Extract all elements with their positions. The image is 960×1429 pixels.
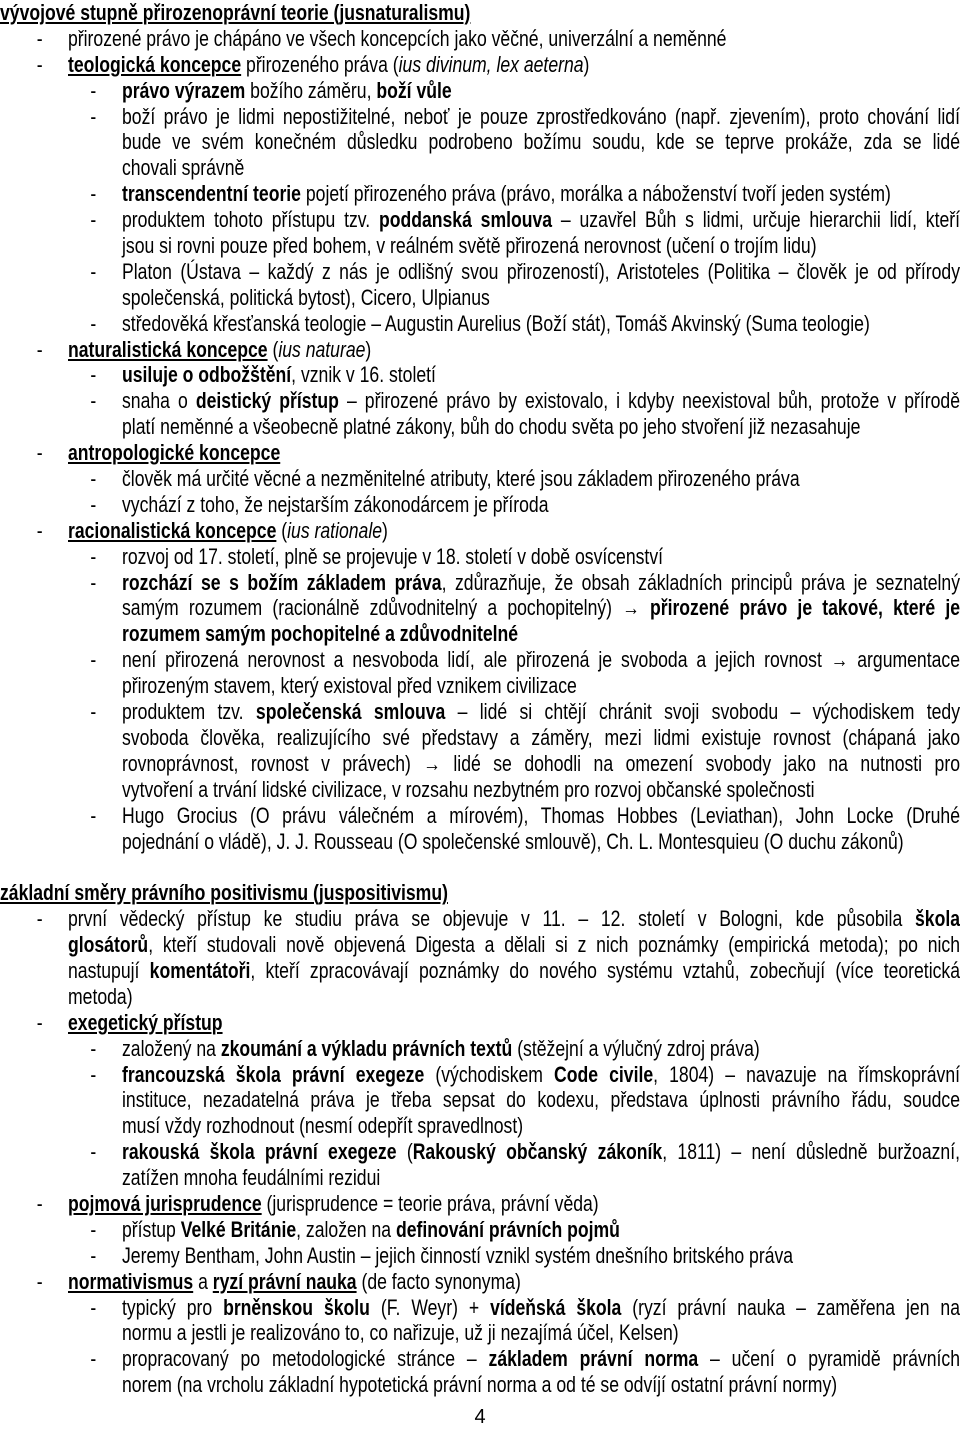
list-item: [0, 52, 960, 78]
key-term: brněnskou školu: [223, 1294, 370, 1320]
bullet-marker: -: [90, 388, 97, 414]
text-run: přístup: [122, 1216, 181, 1242]
bullet-marker: -: [90, 1242, 97, 1268]
bullet-marker: -: [36, 51, 43, 77]
key-term: boží vůle: [376, 77, 452, 103]
text-line: [122, 181, 960, 207]
sub-list-item: [0, 207, 960, 259]
key-term: Velké Británie: [180, 1216, 297, 1242]
bullet-marker: -: [90, 207, 97, 233]
text-run: (: [396, 1139, 413, 1165]
text-run: bude ve svém konečném důsledku podrobeno božímu soudu, kde se teprve prokáže, zda se lidé: [122, 129, 960, 155]
bullet-marker: -: [90, 1346, 97, 1372]
concept-term: teologická koncepce: [68, 51, 242, 77]
text-run: přirozeným stavem, který existoval před vznikem civilizace: [122, 673, 577, 699]
text-run: snaha o: [122, 388, 196, 414]
sub-list-item: [0, 1217, 960, 1243]
text-run: založený na: [122, 1035, 221, 1061]
sub-list-item: [0, 570, 960, 648]
text-run: normu a jestli je realizováno to, co nařizuje, už ji nezajímá účel, Kelsen): [122, 1320, 679, 1346]
key-term: základem právní norma: [488, 1346, 699, 1372]
text-run: chovali správně: [122, 155, 245, 181]
text-run: , založen na: [296, 1216, 396, 1242]
text-run: ): [365, 336, 372, 362]
bullet-marker: -: [90, 1216, 97, 1242]
text-run: středověká křesťanská teologie – Augustin Aurelius (Boží stát), Tomáš Akvinský (Suma teologie): [122, 310, 870, 336]
text-run: norem (na vrcholu základní hypotetická právní norma a od té se odvíjí ostatní právní normy): [122, 1372, 838, 1398]
text-line: [68, 906, 960, 932]
concept-term: normativismus: [68, 1268, 194, 1294]
sub-list-item: [0, 1062, 960, 1140]
text-line: [122, 414, 960, 440]
text-run: svoboda člověka, realizujícího své představy a záměry, mezi lidmi existuje rovnost (chápaná jako: [122, 724, 960, 750]
text-run: jsou si rovni pouze před bohem, v reálném světě přirozená nerovnost (učení o trojím lidu): [122, 233, 817, 259]
latin-term: ius divinum, lex aeterna: [398, 51, 584, 77]
text-line: [122, 829, 960, 855]
text-run: produktem tzv.: [122, 699, 256, 725]
text-line: [122, 1139, 960, 1165]
text-line: [122, 1295, 960, 1321]
text-line: [122, 621, 960, 647]
text-run: zatížen mnoha feudálními rezidui: [122, 1165, 381, 1191]
bullet-marker: -: [36, 1009, 43, 1035]
bullet-marker: -: [90, 77, 97, 103]
text-line: [122, 647, 960, 673]
text-line: [122, 595, 960, 621]
text-run: , 1811) – není důsledně buržoazní,: [662, 1139, 960, 1165]
text-run: přirozeného práva (: [241, 51, 399, 77]
key-term: deistický přístup: [195, 388, 339, 414]
bullet-marker: -: [36, 517, 43, 543]
text-run: vychází z toho, že nejstarším zákonodárcem je příroda: [122, 491, 549, 517]
document-section: [0, 880, 960, 1398]
sub-list-item: [0, 259, 960, 311]
text-run: není přirozená nerovnost a nesvoboda lidí, ale přirozená je svoboda a jejich rovnost → argumentace: [122, 647, 960, 673]
text-line: [122, 388, 960, 414]
concept-term: naturalistická koncepce: [68, 336, 268, 362]
concept-term: racionalistická koncepce: [68, 517, 277, 543]
text-line: [122, 1217, 960, 1243]
concept-term: pojmová jurisprudence: [68, 1190, 262, 1216]
key-term: rozumem samým pochopitelné a zdůvodnitelné: [122, 621, 519, 647]
list-item: [0, 906, 960, 1010]
bullet-marker: -: [90, 699, 97, 725]
text-run: pojetí přirozeného práva (právo, morálka a náboženství tvoří jeden systém): [300, 181, 891, 207]
list-item: [0, 1010, 960, 1036]
bullet-marker: -: [36, 440, 43, 466]
text-line: [122, 207, 960, 233]
bullet-marker: -: [90, 1035, 97, 1061]
list-item: [0, 1191, 960, 1217]
list-item: [0, 518, 960, 544]
text-run: vytvoření a trvání lidské civilizace, v rozsahu nezbytném pro rozvoj občanské společnosti: [122, 776, 815, 802]
sub-list-item: [0, 1036, 960, 1062]
text-line: [68, 984, 960, 1010]
text-run: a: [193, 1268, 213, 1294]
key-term: transcendentní teorie: [122, 181, 301, 207]
text-line: [122, 233, 960, 259]
list-item: [0, 440, 960, 466]
text-line: [122, 1165, 960, 1191]
sub-list-item: [0, 181, 960, 207]
key-term: škola: [914, 906, 960, 932]
bullet-marker: -: [36, 1268, 43, 1294]
text-run: (východiskem: [424, 1061, 555, 1087]
text-run: metoda): [68, 983, 133, 1009]
text-line: [122, 311, 960, 337]
text-run: člověk má určité věcné a nezměnitelné atributy, které jsou základem přirozeného práva: [122, 466, 800, 492]
text-run: nastupují: [68, 957, 150, 983]
text-line: [68, 1191, 960, 1217]
text-line: [122, 570, 960, 596]
text-run: Jeremy Bentham, John Austin – jejich činností vznikl systém dnešního britského práva: [122, 1242, 794, 1268]
sub-list-item: [0, 544, 960, 570]
sub-list-item: [0, 388, 960, 440]
text-line: [122, 362, 960, 388]
latin-term: ius rationale: [287, 517, 383, 543]
text-run: musí vždy rozhodnout (nesmí odepřít spravedlnost): [122, 1113, 524, 1139]
sub-list-item: [0, 1243, 960, 1269]
bullet-marker: -: [90, 362, 97, 388]
sub-list-item: [0, 362, 960, 388]
text-run: – lidé si chtějí chránit svoji svobodu – východiskem tedy: [445, 699, 960, 725]
text-line: [122, 751, 960, 777]
text-line: [122, 129, 960, 155]
bullet-marker: -: [90, 103, 97, 129]
bullet-marker: -: [90, 1139, 97, 1165]
bullet-marker: -: [90, 258, 97, 284]
sub-list-item: [0, 1295, 960, 1347]
text-line: [122, 725, 960, 751]
key-term: právo výrazem: [122, 77, 246, 103]
bullet-marker: -: [90, 491, 97, 517]
section-heading: [0, 880, 960, 906]
text-run: (F. Weyr) +: [369, 1294, 491, 1320]
text-line: [122, 1113, 960, 1139]
text-line: [122, 155, 960, 181]
text-line: [122, 492, 960, 518]
latin-term: ius naturae: [278, 336, 366, 362]
key-term: společenská smlouva: [255, 699, 446, 725]
text-run: pojednání o vládě), J. J. Rousseau (O společenské smlouvě), Ch. L. Montesquieu (O duchu zákonů): [122, 828, 904, 854]
text-run: (stěžejní a výlučný zdroj práva): [512, 1035, 760, 1061]
text-run: božího záměru,: [245, 77, 377, 103]
text-run: – přirozené právo by existovalo, i kdyby neexistoval bůh, protože v přírodě: [338, 388, 960, 414]
sub-list-item: [0, 699, 960, 803]
text-run: , vznik v 16. století: [291, 362, 436, 388]
text-line: [122, 1346, 960, 1372]
text-line: [122, 673, 960, 699]
text-run: platí neměnné a všeobecně platné zákony, bůh do chodu světa po jeho stvoření již nezasahuje: [122, 414, 861, 440]
text-run: samým rozumem (racionálně zdůvodnitelný a pochopitelný) →: [122, 595, 650, 621]
text-run: společenská, politická bytost), Cicero, Ulpianus: [122, 284, 490, 310]
sub-list-item: [0, 78, 960, 104]
text-run: (: [267, 336, 279, 362]
sub-list-item: [0, 492, 960, 518]
text-run: (ryzí právní nauka – zaměřena jen na: [621, 1294, 960, 1320]
sub-list-item: [0, 311, 960, 337]
text-run: (: [276, 517, 288, 543]
text-run: instituce, nezadatelná práva je třeba sepsat do kodexu, představa úplnosti právního řádu, soudce: [122, 1087, 960, 1113]
key-term: komentátoři: [149, 957, 251, 983]
text-line: [122, 1320, 960, 1346]
text-run: (de facto synonyma): [356, 1268, 521, 1294]
text-run: – učení o pyramidě právních: [698, 1346, 960, 1372]
sub-list-item: [0, 104, 960, 182]
concept-term: základní směry právního positivismu (juspositivismu): [0, 880, 448, 906]
key-term: definování právních pojmů: [395, 1216, 620, 1242]
text-line: [122, 1036, 960, 1062]
text-run: – uzavřel Bůh s lidmi, určuje hierarchii lidí, kteří: [552, 207, 960, 233]
key-term: Code civile: [554, 1061, 654, 1087]
text-run: , 1804) – navazuje na římskoprávní: [653, 1061, 960, 1087]
key-term: vídeňská škola: [490, 1294, 622, 1320]
text-line: [122, 1062, 960, 1088]
bullet-marker: -: [90, 647, 97, 673]
text-line: [122, 104, 960, 130]
text-line: [68, 440, 960, 466]
sub-list-item: [0, 466, 960, 492]
concept-term: antropologické koncepce: [68, 440, 281, 466]
text-run: , kteří studovali nově objevená Digesta a dělali si z nich poznámky (empirická metoda); po nich: [148, 932, 960, 958]
text-line: [122, 699, 960, 725]
text-run: ): [382, 517, 388, 543]
text-line: [122, 803, 960, 829]
text-run: rovnoprávnost, rovnost v právech) → lidé se dohodli na omezení svobody jako na nutnosti pro: [122, 750, 960, 776]
key-term: glosátorů: [68, 932, 149, 958]
key-term: rozchází se s božím základem práva: [122, 569, 442, 595]
bullet-marker: -: [90, 310, 97, 336]
text-run: (jurisprudence = teorie práva, právní věda): [261, 1190, 599, 1216]
page-number: 4: [474, 1406, 486, 1428]
bullet-marker: -: [36, 906, 43, 932]
concept-term: exegetický přístup: [68, 1009, 223, 1035]
list-item: [0, 26, 960, 52]
text-line: [122, 259, 960, 285]
text-line: [122, 78, 960, 104]
list-item: [0, 1269, 960, 1295]
text-run: rozvoj od 17. století, plně se projevuje v 18. století v době osvícenství: [122, 543, 664, 569]
sub-list-item: [0, 803, 960, 855]
text-line: [68, 932, 960, 958]
section-heading: [0, 0, 960, 26]
bullet-marker: -: [36, 336, 43, 362]
key-term: Rakouský občanský zákoník: [412, 1139, 663, 1165]
bullet-marker: -: [36, 1190, 43, 1216]
bullet-marker: -: [90, 569, 97, 595]
text-line: [68, 1269, 960, 1295]
text-line: [122, 777, 960, 803]
text-line: [122, 1372, 960, 1398]
text-run: ): [583, 51, 590, 77]
bullet-marker: -: [90, 543, 97, 569]
text-line: [68, 337, 960, 363]
bullet-marker: -: [90, 466, 97, 492]
text-run: Hugo Grocius (O právu válečném a mírovém), Thomas Hobbes (Leviathan), John Locke (Druhé: [122, 802, 960, 828]
bullet-marker: -: [90, 181, 97, 207]
key-term: usiluje o odbožštění: [122, 362, 292, 388]
text-line: [68, 958, 960, 984]
text-run: přirozené právo je chápáno ve všech koncepcích jako věčné, univerzální a neměnné: [68, 25, 727, 51]
bullet-marker: -: [90, 802, 97, 828]
text-run: typický pro: [122, 1294, 224, 1320]
key-term: přirozené právo je takové, které je: [649, 595, 960, 621]
text-run: boží právo je lidmi nepostižitelné, neboť je pouze zprostředkováno (např. zjevením), proto chování lidí: [122, 103, 960, 129]
key-term: zkoumání a výkladu právních textů: [220, 1035, 513, 1061]
text-run: , zdůrazňuje, že obsah základních principů práva je seznatelný: [441, 569, 960, 595]
text-line: [122, 285, 960, 311]
bullet-marker: -: [90, 1294, 97, 1320]
bullet-marker: -: [36, 25, 43, 51]
sub-list-item: [0, 1139, 960, 1191]
sub-list-item: [0, 1346, 960, 1398]
text-line: [122, 1087, 960, 1113]
sub-list-item: [0, 647, 960, 699]
text-line: [68, 1010, 960, 1036]
bullet-marker: -: [90, 1061, 97, 1087]
text-line: [122, 1243, 960, 1269]
text-line: [68, 518, 960, 544]
text-run: první vědecký přístup ke studiu práva se objevuje v 11. – 12. století v Bologni, kde působila: [68, 906, 915, 932]
key-term: francouzská škola právní exegeze: [122, 1061, 425, 1087]
text-line: [122, 466, 960, 492]
concept-term: vývojové stupně přirozenoprávní teorie (jusnaturalismu): [0, 0, 471, 25]
text-run: , kteří zpracovávají poznámky do nového systému vztahů, zobecňují (více teoretická: [250, 957, 960, 983]
text-run: Platon (Ústava – každý z nás je odlišný svou přirozeností), Aristoteles (Politika – člověk je od přírody: [122, 258, 960, 284]
text-run: produktem tohoto přístupu tzv.: [122, 207, 379, 233]
text-line: [68, 26, 960, 52]
list-item: [0, 337, 960, 363]
text-run: propracovaný po metodologické stránce –: [122, 1346, 489, 1372]
text-line: [68, 52, 960, 78]
key-term: poddanská smlouva: [378, 207, 553, 233]
key-term: rakouská škola právní exegeze: [122, 1139, 397, 1165]
concept-term: ryzí právní nauka: [212, 1268, 357, 1294]
text-line: [122, 544, 960, 570]
